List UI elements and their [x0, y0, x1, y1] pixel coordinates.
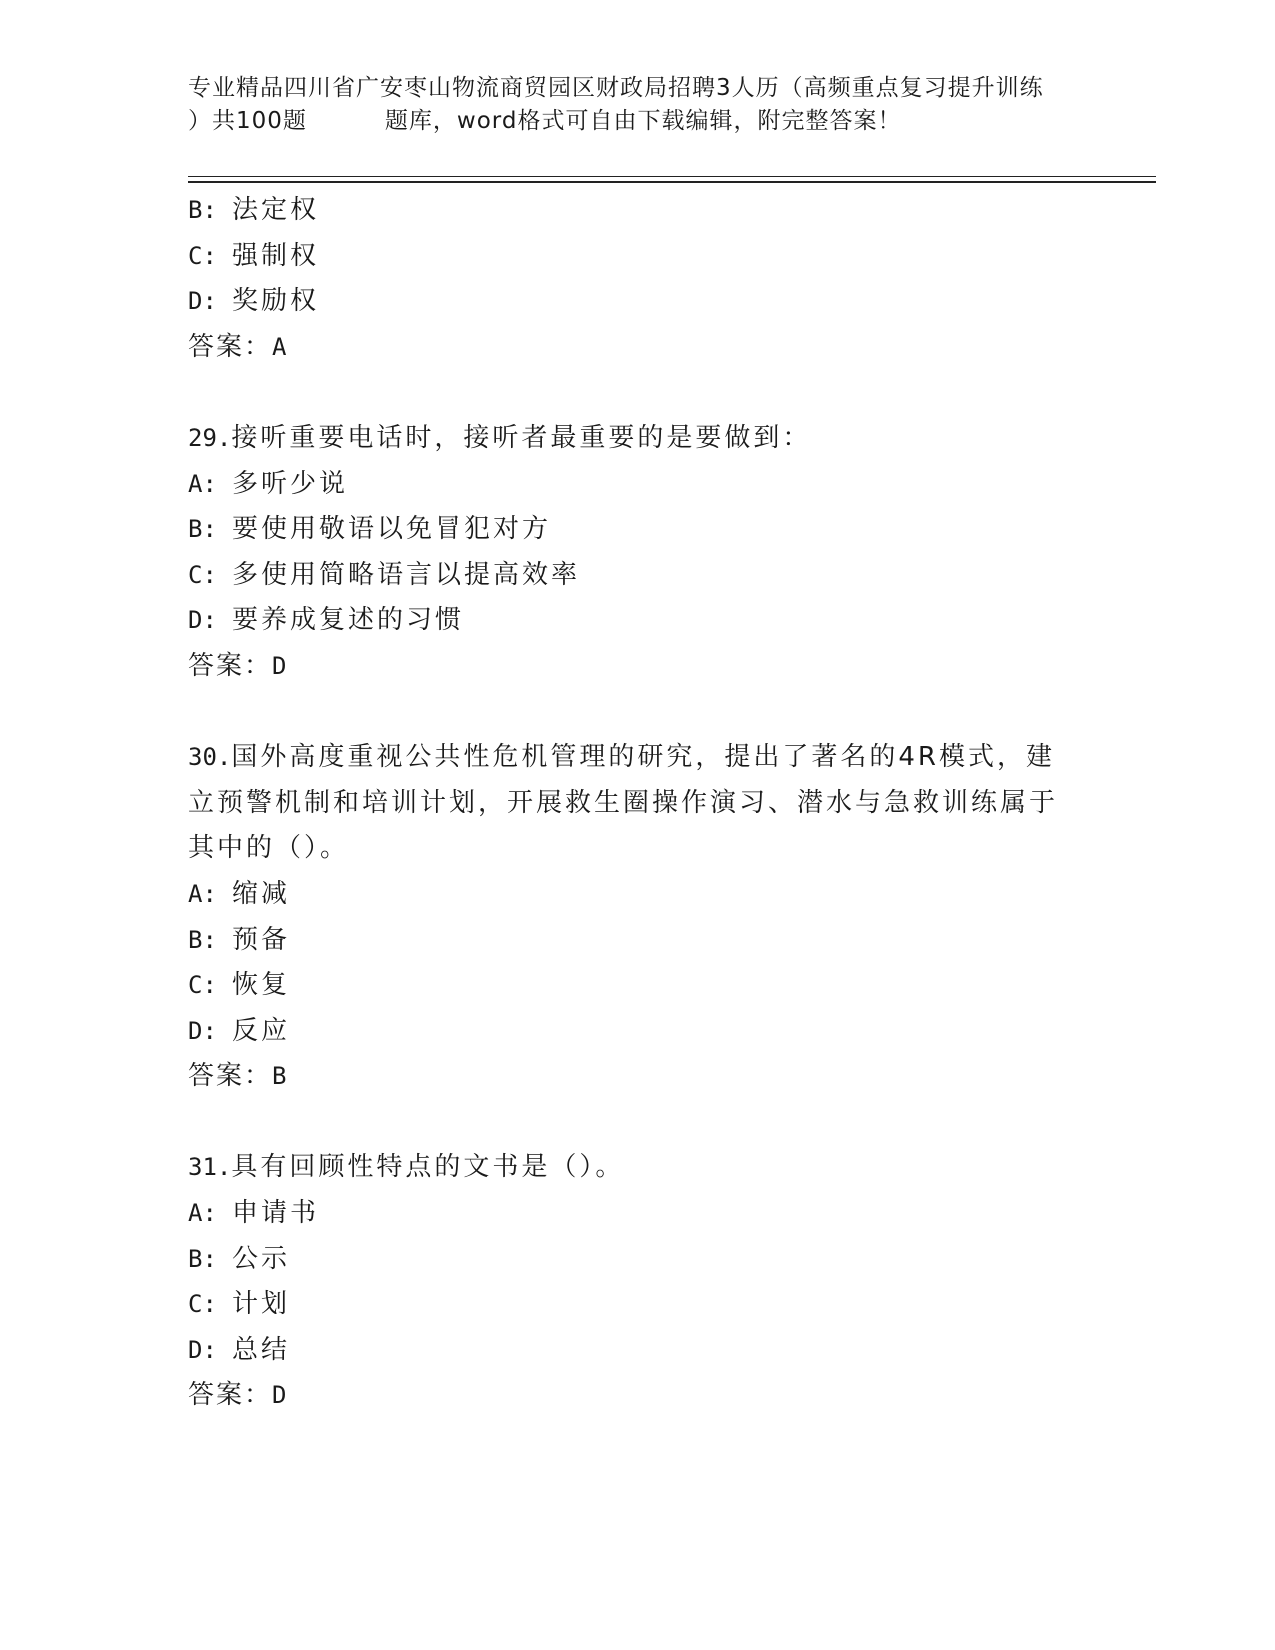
option-d	[188, 279, 1088, 325]
option-key: D:	[188, 1016, 217, 1045]
option-key: D:	[188, 606, 217, 635]
question-number: 30.	[188, 743, 232, 772]
answer-value: A	[272, 332, 289, 361]
option-b	[188, 507, 1088, 553]
question-number: 29.	[188, 423, 232, 452]
option-text: 缩减	[232, 878, 291, 909]
question-text: 国外高度重视公共性危机管理的研究，提出了著名的4R模式，建	[231, 742, 1055, 773]
option-a	[188, 872, 1088, 918]
option-text: 要使用敬语以免冒犯对方	[232, 514, 552, 545]
option-key: B:	[188, 925, 217, 954]
question-number: 31.	[188, 1153, 232, 1182]
question-block-30	[188, 735, 1088, 1100]
option-key: A:	[188, 879, 217, 908]
option-d	[188, 1009, 1088, 1055]
option-text: 计划	[232, 1289, 291, 1320]
answer-value: D	[272, 1381, 289, 1410]
question-block-prev	[188, 188, 1088, 370]
option-text: 恢复	[232, 970, 291, 1001]
option-b	[188, 188, 1088, 234]
option-text: 多听少说	[232, 468, 349, 499]
header-divider-thick	[188, 181, 1156, 183]
option-text: 法定权	[232, 195, 320, 225]
option-text: 申请书	[232, 1198, 320, 1229]
option-text: 公示	[232, 1243, 291, 1274]
option-key: C:	[188, 971, 217, 1000]
question-stem-line	[188, 416, 1088, 462]
option-text: 奖励权	[232, 286, 320, 317]
option-key: B:	[188, 196, 217, 224]
question-content	[188, 188, 1088, 1419]
question-stem-line	[188, 1145, 1088, 1191]
option-key: C:	[188, 1290, 217, 1319]
option-a	[188, 462, 1088, 508]
answer-value: B	[272, 1062, 289, 1091]
header-title-line-2-part-a: ）共100题	[188, 108, 307, 134]
answer-value: D	[272, 651, 289, 680]
question-block-29	[188, 416, 1088, 690]
header-title-line-2-part-b: 题库，word格式可自由下载编辑，附完整答案！	[384, 108, 902, 134]
header-divider-thin	[188, 176, 1156, 177]
option-c	[188, 234, 1088, 280]
option-c	[188, 1282, 1088, 1328]
option-text: 反应	[232, 1015, 291, 1046]
option-b	[188, 918, 1088, 964]
option-text: 要养成复述的习惯	[232, 605, 465, 636]
option-b	[188, 1237, 1088, 1283]
option-text: 强制权	[232, 240, 320, 271]
header-title-line-1: 专业精品四川省广安枣山物流商贸园区财政局招聘3人历（高频重点复习提升训练	[188, 75, 1044, 101]
option-d	[188, 598, 1088, 644]
option-text: 预备	[232, 924, 291, 955]
option-key: D:	[188, 1335, 217, 1364]
answer-line	[188, 1373, 1088, 1419]
option-key: B:	[188, 1244, 217, 1273]
option-a	[188, 1191, 1088, 1237]
answer-line	[188, 644, 1088, 690]
question-stem-line: 立预警机制和培训计划，开展救生圈操作演习、潜水与急救训练属于	[188, 787, 1059, 818]
header-title-line-2	[188, 105, 1088, 138]
option-key: C:	[188, 560, 217, 589]
question-text: 具有回顾性特点的文书是（）。	[231, 1152, 625, 1183]
answer-line	[188, 1054, 1088, 1100]
question-text: 接听重要电话时，接听者最重要的是要做到：	[231, 422, 812, 453]
answer-label: 答案：	[188, 650, 273, 681]
option-c	[188, 553, 1088, 599]
option-text: 多使用简略语言以提高效率	[232, 559, 581, 590]
question-stem-line: 其中的（）。	[188, 833, 350, 864]
option-key: A:	[188, 469, 217, 498]
answer-label: 答案：	[188, 1380, 273, 1411]
option-d	[188, 1328, 1088, 1374]
option-key: D:	[188, 287, 217, 316]
question-stem-line	[188, 735, 1088, 781]
option-key: B:	[188, 515, 217, 544]
answer-label: 答案：	[188, 331, 273, 362]
question-block-31	[188, 1145, 1088, 1419]
option-key: C:	[188, 241, 217, 270]
option-key: A:	[188, 1199, 217, 1228]
option-text: 总结	[232, 1334, 291, 1365]
answer-label: 答案：	[188, 1061, 273, 1092]
answer-line	[188, 325, 1088, 371]
option-c	[188, 963, 1088, 1009]
document-header	[188, 72, 1088, 138]
